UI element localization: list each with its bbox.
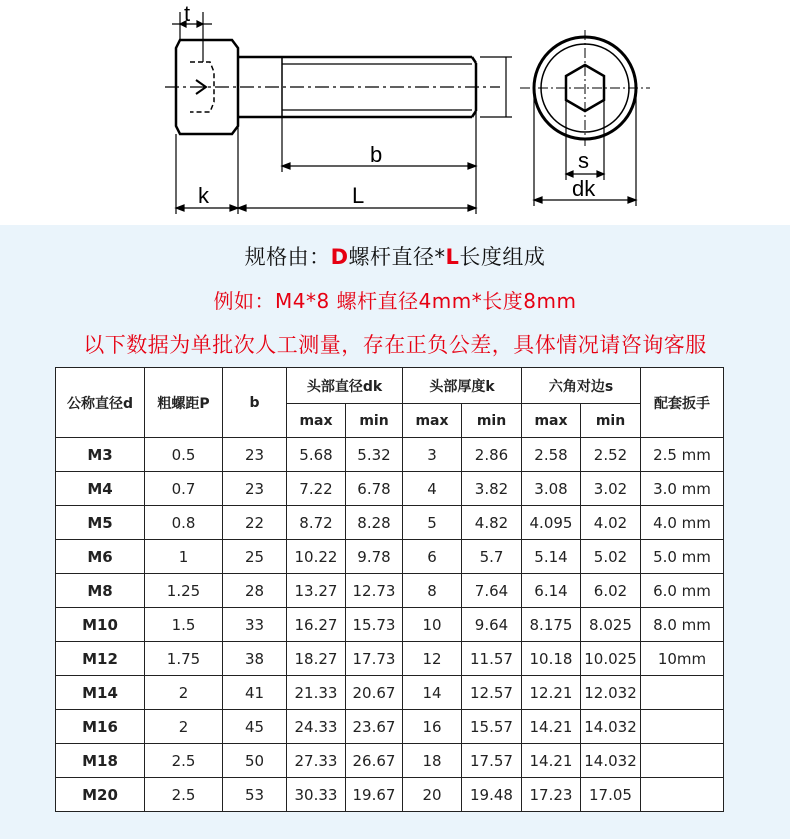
- table-cell: 4.02: [581, 506, 641, 540]
- screw-diagram: [0, 0, 790, 225]
- table-cell: M5: [56, 506, 145, 540]
- subheader-max: max: [403, 404, 462, 438]
- table-cell: 17.57: [462, 744, 522, 778]
- table-cell: 18: [403, 744, 462, 778]
- spec-prefix: 规格由：: [244, 245, 331, 269]
- table-cell: 26.67: [346, 744, 403, 778]
- table-cell: 0.5: [145, 438, 223, 472]
- subheader-max: max: [522, 404, 581, 438]
- label-s: s: [578, 148, 589, 173]
- table-cell: 14: [403, 676, 462, 710]
- table-row: [56, 676, 724, 710]
- table-cell: 1.25: [145, 574, 223, 608]
- table-cell: 23: [223, 438, 287, 472]
- table-cell: 10.025: [581, 642, 641, 676]
- label-L: L: [352, 183, 365, 208]
- table-cell: 17.73: [346, 642, 403, 676]
- table-cell: M10: [56, 608, 145, 642]
- table-cell: 50: [223, 744, 287, 778]
- table-cell: M20: [56, 778, 145, 812]
- table-cell: 27.33: [287, 744, 346, 778]
- table-cell: M16: [56, 710, 145, 744]
- table-cell: 10.18: [522, 642, 581, 676]
- table-cell: M12: [56, 642, 145, 676]
- table-cell: 53: [223, 778, 287, 812]
- header-head-thickness: 头部厚度k: [403, 368, 522, 404]
- table-cell: 17.23: [522, 778, 581, 812]
- table-cell: 19.48: [462, 778, 522, 812]
- table-cell: 3.02: [581, 472, 641, 506]
- header-head-diameter: 头部直径dk: [287, 368, 403, 404]
- table-cell: [641, 710, 724, 744]
- table-cell: 8.175: [522, 608, 581, 642]
- table-cell: [641, 778, 724, 812]
- example-text: 例如：M4*8 螺杆直径4mm*长度8mm: [213, 289, 577, 313]
- table-cell: 6.78: [346, 472, 403, 506]
- table-cell: 5.14: [522, 540, 581, 574]
- table-cell: 41: [223, 676, 287, 710]
- table-cell: 13.27: [287, 574, 346, 608]
- header-hex: 六角对边s: [522, 368, 641, 404]
- table-cell: 3.08: [522, 472, 581, 506]
- table-row: [56, 744, 724, 778]
- subheader-max: max: [287, 404, 346, 438]
- spec-l: L: [445, 245, 460, 269]
- table-cell: M3: [56, 438, 145, 472]
- table-cell: 0.8: [145, 506, 223, 540]
- table-cell: 5: [403, 506, 462, 540]
- table-cell: 8.28: [346, 506, 403, 540]
- table-cell: 2: [145, 676, 223, 710]
- table-cell: 10: [403, 608, 462, 642]
- table-cell: 3.82: [462, 472, 522, 506]
- table-cell: 5.32: [346, 438, 403, 472]
- table-cell: 8: [403, 574, 462, 608]
- table-cell: 5.0 mm: [641, 540, 724, 574]
- spec-d: D: [330, 245, 349, 269]
- header-wrench: 配套扳手: [641, 368, 724, 438]
- table-cell: M14: [56, 676, 145, 710]
- table-cell: 5.68: [287, 438, 346, 472]
- subheader-min: min: [462, 404, 522, 438]
- table-cell: 7.64: [462, 574, 522, 608]
- table-cell: 2: [145, 710, 223, 744]
- table-cell: 3: [403, 438, 462, 472]
- table-cell: 4.095: [522, 506, 581, 540]
- table-cell: [641, 676, 724, 710]
- table-cell: 5.7: [462, 540, 522, 574]
- table-cell: 2.5 mm: [641, 438, 724, 472]
- tolerance-note: 以下数据为单批次人工测量，存在正负公差，具体情况请咨询客服: [83, 333, 707, 357]
- table-cell: 3.0 mm: [641, 472, 724, 506]
- table-cell: 6.14: [522, 574, 581, 608]
- table-cell: 12.73: [346, 574, 403, 608]
- table-row: [56, 438, 724, 472]
- table-cell: 2.86: [462, 438, 522, 472]
- table-cell: 8.0 mm: [641, 608, 724, 642]
- table-cell: 8.72: [287, 506, 346, 540]
- table-cell: 10.22: [287, 540, 346, 574]
- subheader-min: min: [346, 404, 403, 438]
- table-cell: M18: [56, 744, 145, 778]
- table-row: [56, 778, 724, 812]
- table-cell: 6: [403, 540, 462, 574]
- table-cell: 23.67: [346, 710, 403, 744]
- table-cell: 9.78: [346, 540, 403, 574]
- table-cell: 20: [403, 778, 462, 812]
- table-cell: M4: [56, 472, 145, 506]
- table-body: [56, 438, 724, 812]
- table-cell: 2.58: [522, 438, 581, 472]
- label-b: b: [370, 142, 383, 167]
- table-cell: 25: [223, 540, 287, 574]
- spec-mid: 螺杆直径*: [348, 245, 446, 269]
- table-cell: 38: [223, 642, 287, 676]
- spec-suffix: 长度组成: [459, 245, 546, 269]
- table-cell: 28: [223, 574, 287, 608]
- table-cell: 19.67: [346, 778, 403, 812]
- table-cell: 6.02: [581, 574, 641, 608]
- table-cell: 12.57: [462, 676, 522, 710]
- label-k: k: [198, 183, 209, 208]
- table-cell: 9.64: [462, 608, 522, 642]
- table-cell: 14.032: [581, 744, 641, 778]
- header-nominal: 公称直径d: [56, 368, 145, 438]
- table-cell: M6: [56, 540, 145, 574]
- table-cell: 18.27: [287, 642, 346, 676]
- table-cell: 5.02: [581, 540, 641, 574]
- table-cell: 33: [223, 608, 287, 642]
- table-cell: 8.025: [581, 608, 641, 642]
- spec-table: [55, 367, 724, 812]
- label-t: t: [184, 1, 191, 26]
- table-header-row: [56, 368, 724, 404]
- table-cell: 16: [403, 710, 462, 744]
- table-cell: 30.33: [287, 778, 346, 812]
- table-cell: M8: [56, 574, 145, 608]
- table-cell: 12.032: [581, 676, 641, 710]
- table-cell: 12: [403, 642, 462, 676]
- label-dk: dk: [572, 176, 596, 201]
- table-row: [56, 506, 724, 540]
- table-cell: 14.21: [522, 744, 581, 778]
- table-cell: [641, 744, 724, 778]
- table-cell: 2.5: [145, 778, 223, 812]
- table-cell: 2.52: [581, 438, 641, 472]
- table-cell: 0.7: [145, 472, 223, 506]
- table-cell: 24.33: [287, 710, 346, 744]
- table-cell: 2.5: [145, 744, 223, 778]
- table-cell: 4.0 mm: [641, 506, 724, 540]
- spec-description: [0, 241, 790, 271]
- table-cell: 4.82: [462, 506, 522, 540]
- table-row: [56, 472, 724, 506]
- header-b: b: [223, 368, 287, 438]
- table-cell: 15.57: [462, 710, 522, 744]
- table-cell: 1: [145, 540, 223, 574]
- table-cell: 1.5: [145, 608, 223, 642]
- header-pitch: 粗螺距P: [145, 368, 223, 438]
- table-row: [56, 710, 724, 744]
- table-cell: 14.032: [581, 710, 641, 744]
- table-cell: 45: [223, 710, 287, 744]
- table-cell: 10mm: [641, 642, 724, 676]
- table-cell: 21.33: [287, 676, 346, 710]
- table-row: [56, 540, 724, 574]
- table-cell: 12.21: [522, 676, 581, 710]
- table-cell: 4: [403, 472, 462, 506]
- table-row: [56, 608, 724, 642]
- table-cell: 6.0 mm: [641, 574, 724, 608]
- table-cell: 22: [223, 506, 287, 540]
- table-cell: 23: [223, 472, 287, 506]
- table-cell: 15.73: [346, 608, 403, 642]
- table-cell: 11.57: [462, 642, 522, 676]
- table-cell: 16.27: [287, 608, 346, 642]
- subheader-min: min: [581, 404, 641, 438]
- table-row: [56, 642, 724, 676]
- table-row: [56, 574, 724, 608]
- table-cell: 20.67: [346, 676, 403, 710]
- table-cell: 14.21: [522, 710, 581, 744]
- table-cell: 7.22: [287, 472, 346, 506]
- table-cell: 17.05: [581, 778, 641, 812]
- table-cell: 1.75: [145, 642, 223, 676]
